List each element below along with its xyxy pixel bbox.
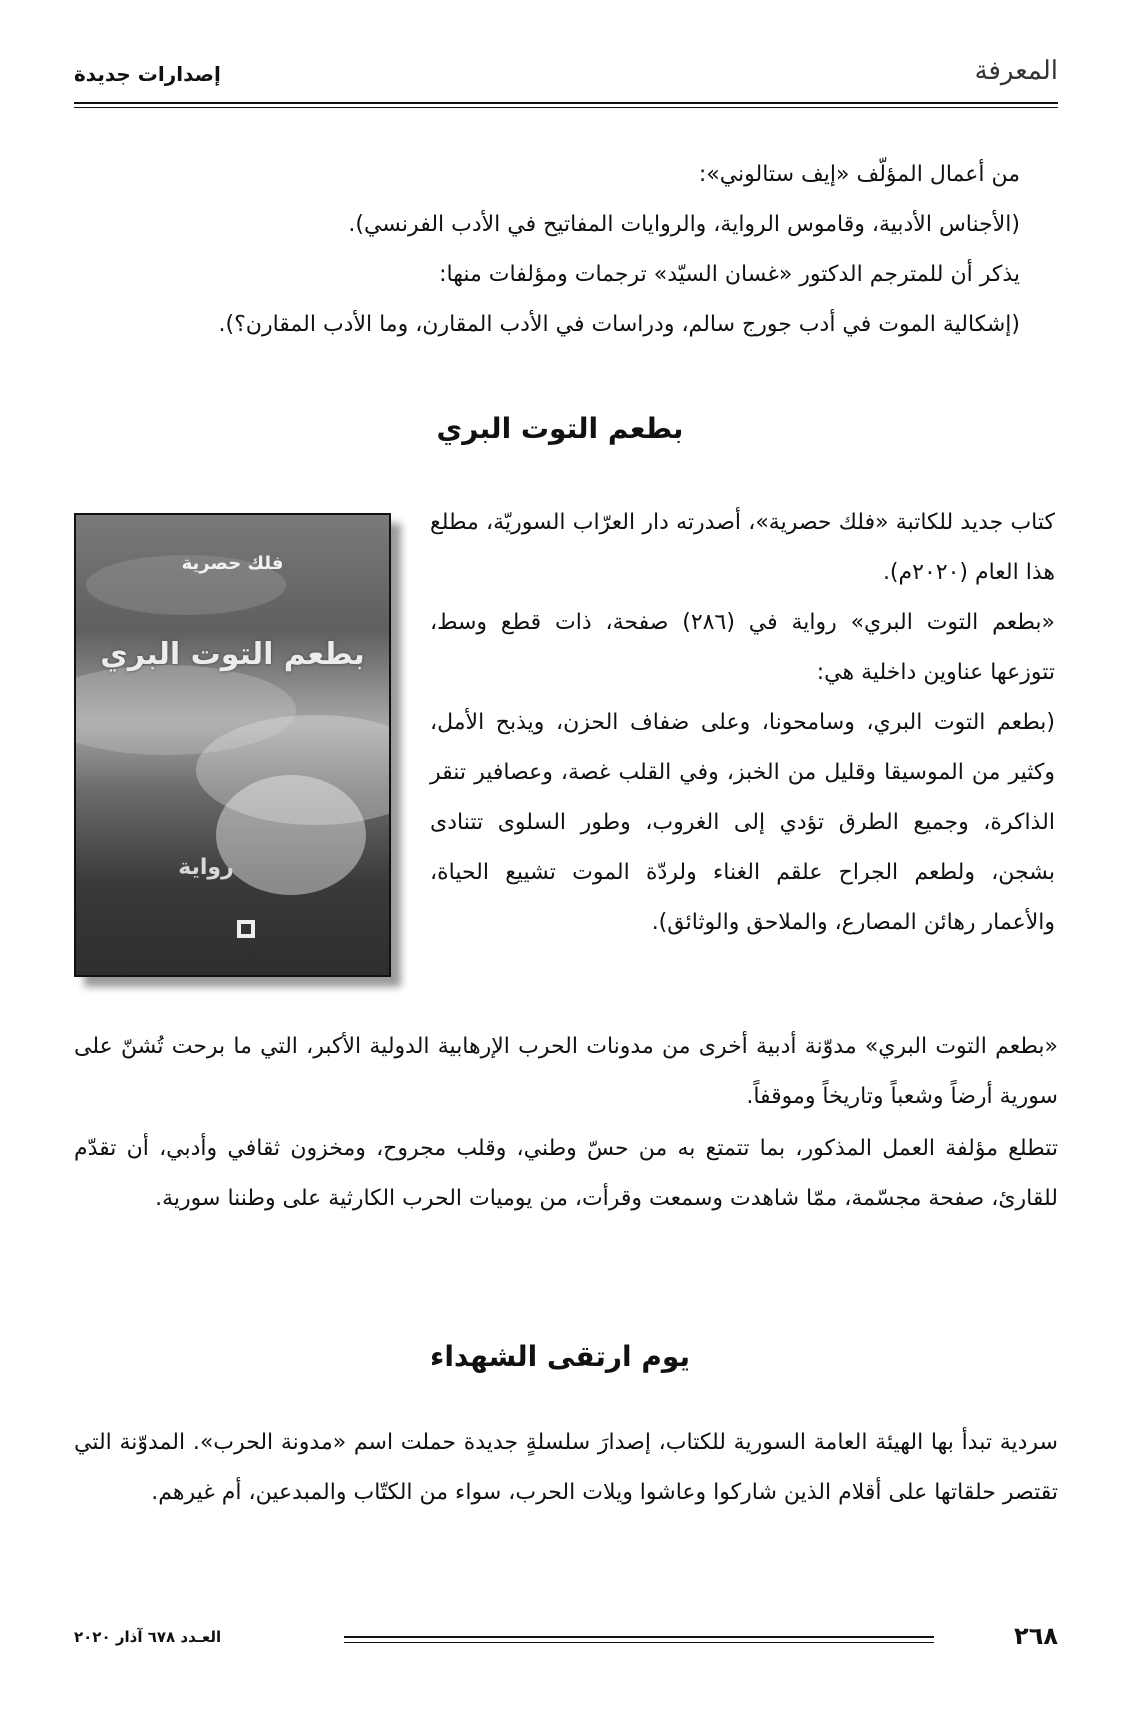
intro-block (80, 150, 1020, 350)
footer-rule (344, 1636, 934, 1638)
cover-author: فلك حصرية (181, 553, 284, 574)
header-rule-thin (74, 107, 1058, 108)
paragraph: «بطعم التوت البري» مدوّنة أدبية أخرى من مدونات الحرب الإرهابية الدولية الأكبر، التي ما برحت تُشنّ على سورية أرضاً وشعباً وتاريخاً وموقفاً. (74, 1034, 1058, 1109)
cover-genre: رواية (178, 855, 234, 880)
cover-title: بطعم التوت البري (100, 637, 365, 672)
intro-line: يذكر أن للمترجم الدكتور «غسان السيّد» ترجمات ومؤلفات منها: (439, 262, 1020, 287)
page-number: ٢٦٨ (1014, 1622, 1058, 1650)
intro-line: (الأجناس الأدبية، وقاموس الرواية، والروايات المفاتيح في الأدب الفرنسي). (348, 212, 1020, 237)
paragraph: (بطعم التوت البري، وسامحونا، وعلى ضفاف الحزن، ويذبح الأمل، وكثير من الموسيقا وقليل من الخبز، وفي القلب غصة، وعصافير تنقر الذاكرة، وجميع الطرق تؤدي إلى الغروب، وطور السلوى تتنادى بشجن، ولطعم الجراح علقم الغناء ولردّة الموت تشييع الحياة، والأعمار رهائن المصارع، والملاحق والوثائق). (430, 710, 1055, 935)
intro-line: (إشكالية الموت في أدب جورج سالم، ودراسات في الأدب المقارن، وما الأدب المقارن؟). (218, 312, 1020, 337)
publisher-logo-icon (236, 919, 256, 939)
page-header (74, 50, 1058, 102)
header-rule (74, 102, 1058, 104)
book-description (430, 498, 1055, 948)
footer-rule-thin (344, 1642, 934, 1643)
paragraph: سردية تبدأ بها الهيئة العامة السورية للكتاب، إصدارَ سلسلةٍ جديدة حملت اسم «مدونة الحرب». المدوّنة التي تقتصر حلقاتها على أقلام الذين شاركوا وعاشوا ويلات الحرب، سواء من الكتّاب والمبدعين، أم غيرهم. (74, 1430, 1058, 1505)
paragraph: «بطعم التوت البري» رواية في (٢٨٦) صفحة، ذات قطع وسط، تتوزعها عناوين داخلية هي: (430, 610, 1055, 685)
paragraph: تتطلع مؤلفة العمل المذكور، بما تتمتع به من حسّ وطني، وقلب مجروح، ومخزون ثقافي وأدبي، أن تقدّم للقارئ، صفحة مجسّمة، ممّا شاهدت وسمعت وقرأت، من يوميات الحرب الكارثية على وطننا سورية. (74, 1136, 1058, 1211)
section-heading: يوم ارتقى الشهداء (430, 1340, 690, 1373)
intro-line: من أعمال المؤلّف «إيف ستالوني»: (698, 162, 1020, 187)
magazine-logo: المعرفة (974, 56, 1058, 86)
section-title: إصدارات جديدة (74, 62, 221, 86)
issue-info: العـدد ٦٧٨ آذار ٢٠٢٠ (74, 1628, 222, 1646)
paragraph: كتاب جديد للكاتبة «فلك حصرية»، أصدرته دار العرّاب السوريّة، مطلع هذا العام (٢٠٢٠م). (430, 510, 1055, 585)
page-footer (74, 1622, 1058, 1658)
section-heading: بطعم التوت البري (436, 412, 684, 445)
book-cover (74, 513, 391, 977)
book-cover-image (74, 513, 391, 977)
